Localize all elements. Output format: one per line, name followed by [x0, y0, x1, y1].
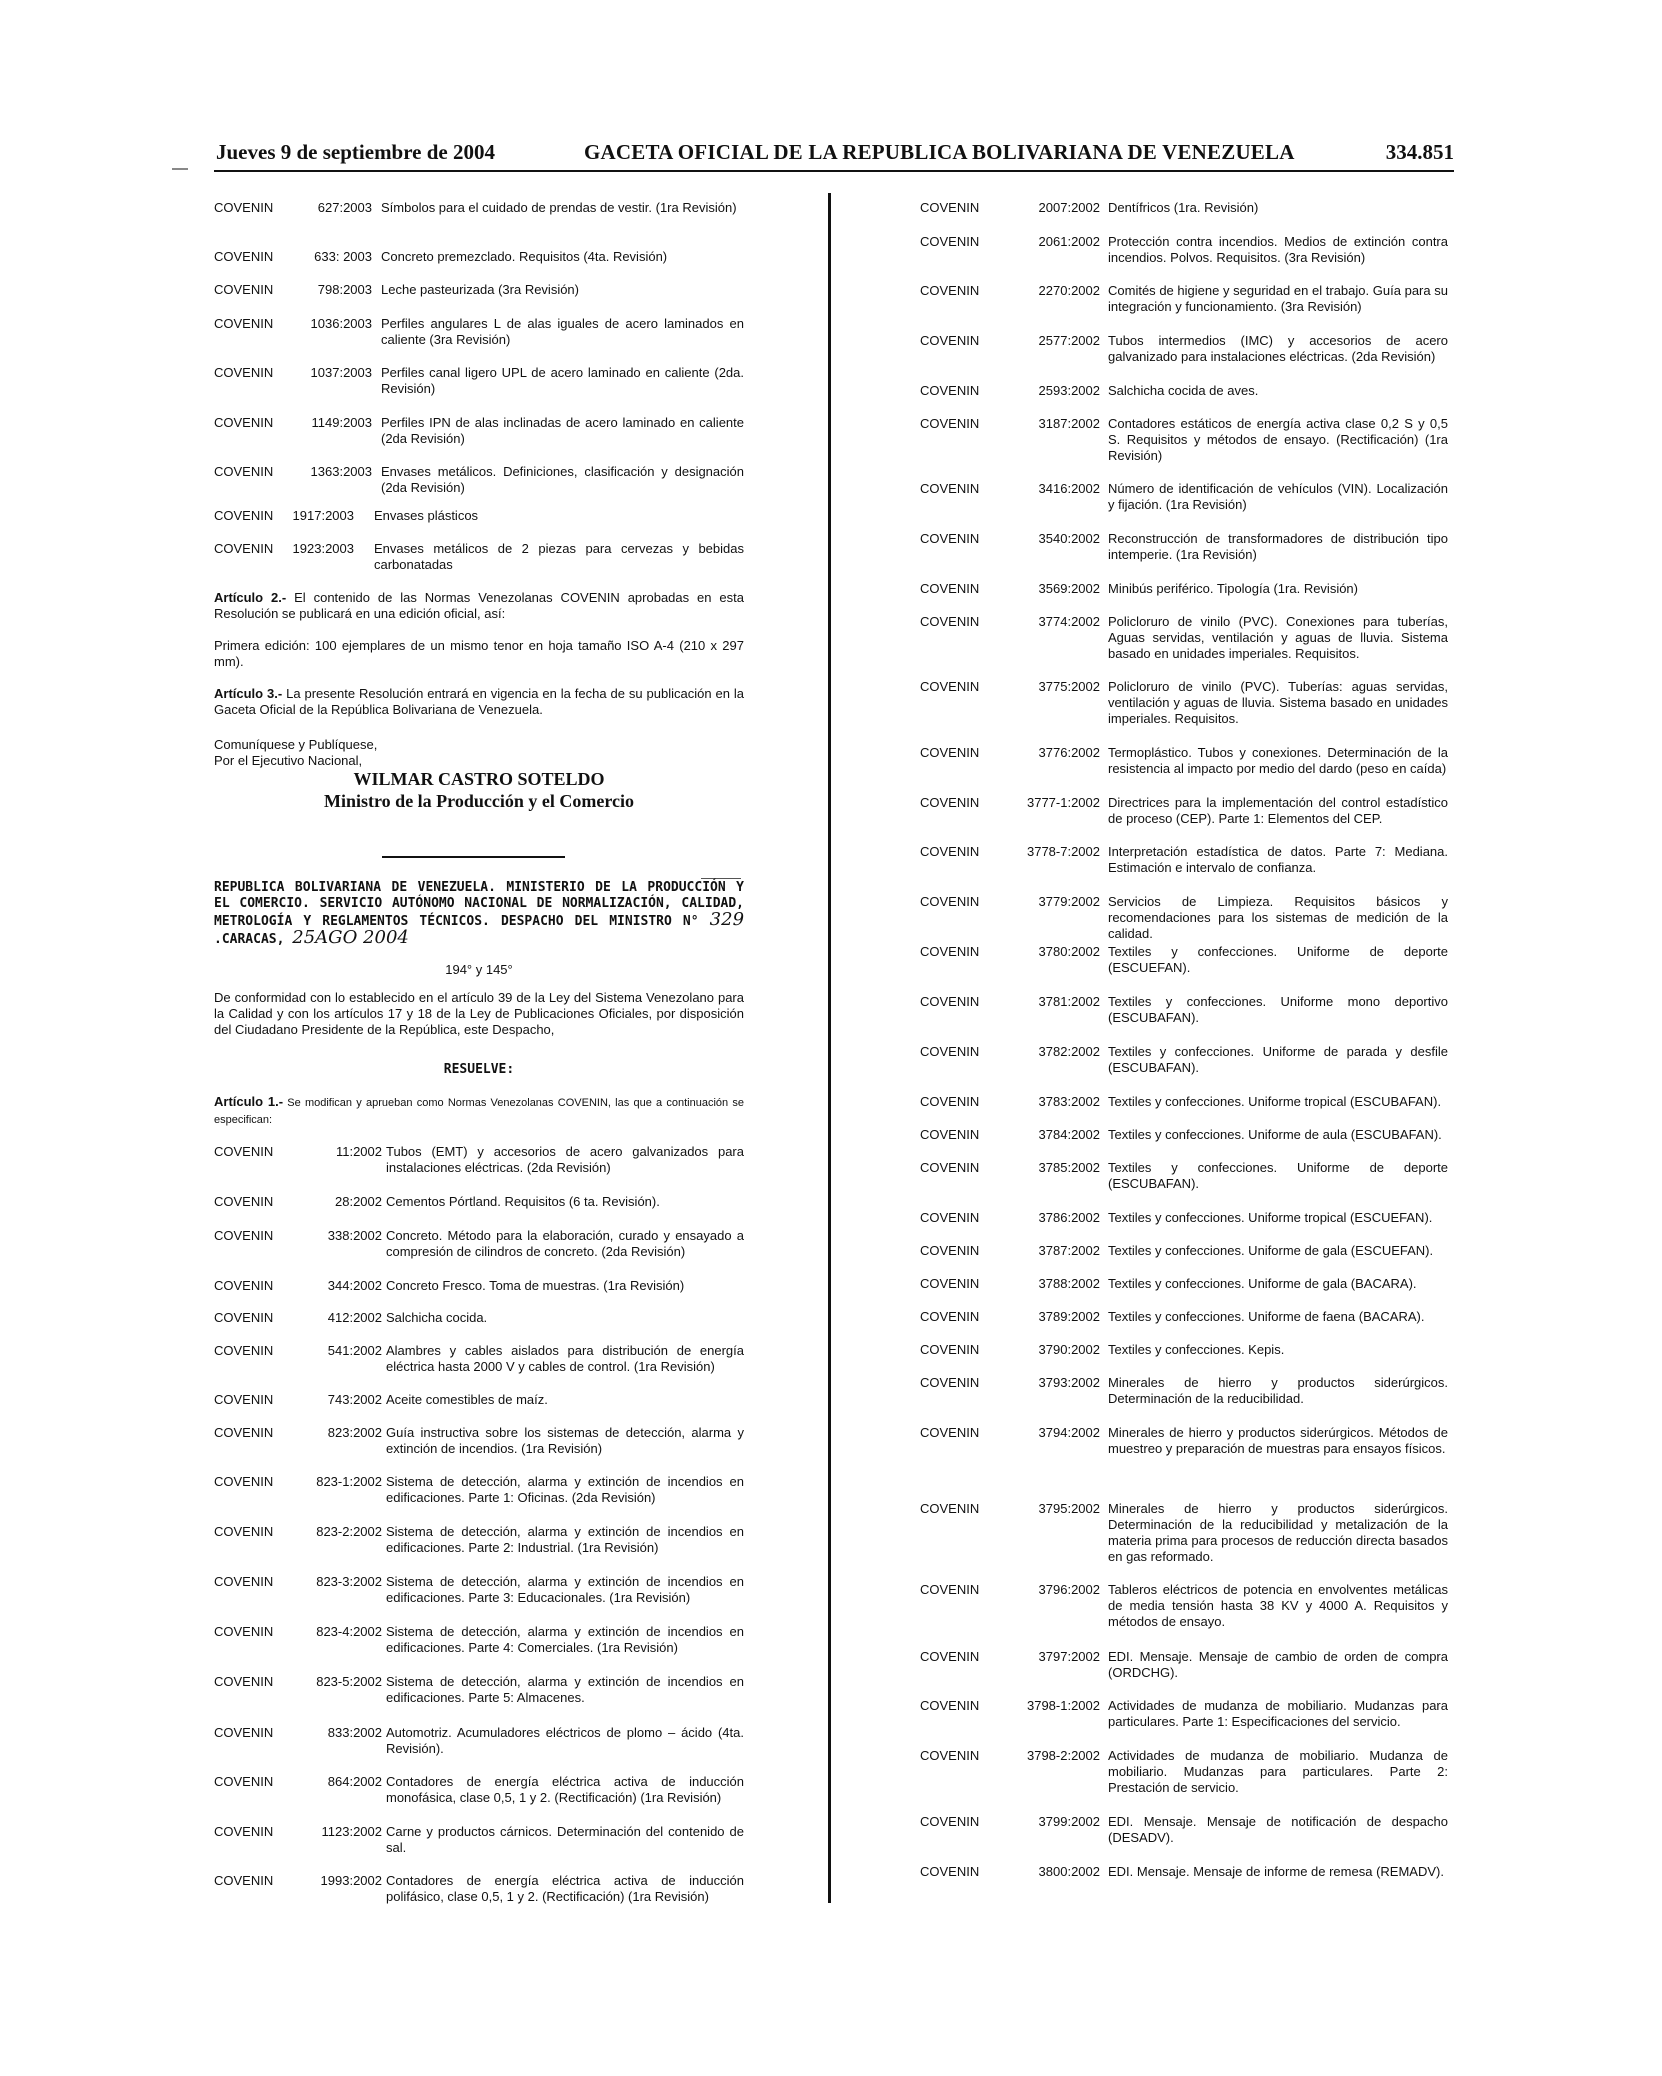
norm-code: 2061:2002 — [1038, 234, 1100, 249]
norm-org: COVENIN — [214, 1524, 274, 1539]
article-2 — [214, 590, 744, 622]
article-2-text: El contenido de las Normas Venezolanas COVENIN aprobadas en esta Resolución se publicará en una edición oficial, así: — [214, 590, 744, 621]
norm-org: COVENIN — [214, 541, 274, 556]
norm-title: Tubos (EMT) y accesorios de acero galvanizados para instalaciones eléctricas. (2da Revisión) — [386, 1144, 744, 1175]
norm-title: Guía instructiva sobre los sistemas de detección, alarma y extinción de incendios. (1ra Revisión) — [386, 1425, 744, 1456]
norm-org: COVENIN — [920, 1425, 980, 1440]
norm-title: Envases metálicos. Definiciones, clasificación y designación (2da Revisión) — [381, 464, 744, 495]
norm-code: 344:2002 — [327, 1278, 382, 1293]
ministro-prefix: MINISTRO N° — [609, 914, 699, 929]
norm-org: COVENIN — [920, 531, 980, 546]
norm-code: 3798-2:2002 — [1026, 1748, 1100, 1763]
header-title: GACETA OFICIAL DE LA REPUBLICA BOLIVARIANA DE VENEZUELA — [584, 140, 1295, 164]
norm-code: 3776:2002 — [1038, 745, 1100, 760]
norm-title: Contadores de energía eléctrica activa de inducción polifásico, clase 0,5, 1 y 2. (Rectificación) (1ra Revisión) — [386, 1873, 744, 1904]
norm-code: 2577:2002 — [1038, 333, 1100, 348]
norm-title: Sistema de detección, alarma y extinción de incendios en edificaciones. Parte 1: Oficinas. (2da Revisión) — [386, 1474, 744, 1505]
norm-org: COVENIN — [920, 1698, 980, 1713]
norm-title: Textiles y confecciones. Uniforme de faena (BACARA). — [1108, 1309, 1425, 1324]
norm-title: Perfiles angulares L de alas iguales de acero laminados en caliente (3ra Revisión) — [381, 316, 744, 347]
norm-org: COVENIN — [214, 1343, 274, 1358]
norm-code: 2270:2002 — [1038, 283, 1100, 298]
signature-name: WILMAR CASTRO SOTELDO — [353, 769, 605, 789]
norm-code: 1923:2003 — [292, 541, 354, 556]
norm-title: Policloruro de vinilo (PVC). Tuberías: aguas servidas, ventilación y aguas de lluvia. Sistema basado en unidades imperiales. Requisitos. — [1108, 679, 1448, 726]
norm-code: 338:2002 — [327, 1228, 382, 1243]
norm-title: Automotriz. Acumuladores eléctricos de plomo – ácido (4ta. Revisión). — [386, 1725, 744, 1756]
article-3 — [214, 686, 744, 718]
norm-code: 3783:2002 — [1038, 1094, 1100, 1109]
norm-org: COVENIN — [920, 1210, 980, 1225]
norm-title: EDI. Mensaje. Mensaje de cambio de orden de compra (ORDCHG). — [1108, 1649, 1448, 1680]
norm-org: COVENIN — [920, 200, 980, 215]
article-3-text: La presente Resolución entrará en vigencia en la fecha de su publicación en la Gaceta Oficial de la República Bolivariana de Venezuela. — [214, 686, 744, 717]
norm-org: COVENIN — [214, 1725, 274, 1740]
norm-org: COVENIN — [920, 894, 980, 909]
norm-title: Tableros eléctricos de potencia en envolventes metálicas de media tensión hasta 38 KV y 4000 A. Requisitos y métodos de ensayo. — [1108, 1582, 1448, 1629]
article-1-text: Se modifican y aprueban como Normas Venezolanas COVENIN, las que a continuación se especifican: — [214, 1097, 744, 1126]
norm-code: 3785:2002 — [1038, 1160, 1100, 1175]
norm-code: 3786:2002 — [1038, 1210, 1100, 1225]
norm-org: COVENIN — [920, 581, 980, 596]
separator-line — [382, 856, 565, 858]
norm-org: COVENIN — [214, 282, 274, 297]
norm-org: COVENIN — [920, 844, 980, 859]
norm-org: COVENIN — [920, 416, 980, 431]
norm-title: Interpretación estadística de datos. Parte 7: Mediana. Estimación e intervalo de confianza. — [1108, 844, 1448, 875]
norm-title: Perfiles canal ligero UPL de acero laminado en caliente (2da. Revisión) — [381, 365, 744, 396]
norm-code: 3788:2002 — [1038, 1276, 1100, 1291]
norm-code: 3797:2002 — [1038, 1649, 1100, 1664]
norm-code: 541:2002 — [327, 1343, 382, 1358]
norm-title: Alambres y cables aislados para distribución de energía eléctrica hasta 2000 V y cables de control. (1ra Revisión) — [386, 1343, 744, 1374]
norm-title: Directrices para la implementación del control estadístico de proceso (CEP). Parte 1: Elementos del CEP. — [1108, 795, 1448, 826]
norm-code: 3794:2002 — [1038, 1425, 1100, 1440]
norm-title: Símbolos para el cuidado de prendas de vestir. (1ra Revisión) — [381, 200, 737, 215]
norm-code: 823-1:2002 — [316, 1474, 382, 1489]
norm-title: Textiles y confecciones. Uniforme de parada y desfile (ESCUBAFAN). — [1108, 1044, 1448, 1075]
norm-code: 3540:2002 — [1038, 531, 1100, 546]
norm-org: COVENIN — [920, 1864, 980, 1879]
norm-code: 412:2002 — [327, 1310, 382, 1325]
norm-code: 3796:2002 — [1038, 1582, 1100, 1597]
page-header — [214, 136, 1454, 172]
norm-org: COVENIN — [214, 1824, 274, 1839]
norm-title: Minerales de hierro y productos siderúrgicos. Determinación de la reducibilidad. — [1108, 1375, 1448, 1406]
norm-code: 3780:2002 — [1038, 944, 1100, 959]
norm-org: COVENIN — [214, 415, 274, 430]
separator-tick — [701, 878, 741, 879]
norm-code: 1917:2003 — [292, 508, 354, 523]
norm-code: 3187:2002 — [1038, 416, 1100, 431]
norm-title: Envases metálicos de 2 piezas para cervezas y bebidas carbonatadas — [374, 541, 744, 572]
norm-title: Dentífricos (1ra. Revisión) — [1108, 200, 1259, 215]
norm-title: Minerales de hierro y productos siderúrgicos. Métodos de muestreo y preparación de muestras para ensayos físicos. — [1108, 1425, 1448, 1456]
norm-org: COVENIN — [920, 1044, 980, 1059]
norm-org: COVENIN — [920, 481, 980, 496]
resolution-number: 329 — [709, 909, 745, 930]
norm-code: 3569:2002 — [1038, 581, 1100, 596]
norm-title: Concreto premezclado. Requisitos (4ta. Revisión) — [381, 249, 668, 264]
norm-org: COVENIN — [920, 1649, 980, 1664]
article-3-label: Artículo 3.- — [214, 686, 283, 701]
years: 194° y 145° — [445, 962, 513, 977]
article-1 — [214, 1094, 744, 1128]
norm-title: Termoplástico. Tubos y conexiones. Determinación de la resistencia al impacto por medio del dardo (peso en caída) — [1108, 745, 1448, 776]
norm-title: Concreto. Método para la elaboración, curado y ensayado a compresión de cilindros de concreto. (2da Revisión) — [386, 1228, 744, 1259]
norm-code: 3777-1:2002 — [1026, 795, 1100, 810]
norm-code: 833:2002 — [327, 1725, 382, 1740]
norm-title: Sistema de detección, alarma y extinción de incendios en edificaciones. Parte 2: Industrial. (1ra Revisión) — [386, 1524, 744, 1555]
norm-code: 864:2002 — [327, 1774, 382, 1789]
norm-code: 28:2002 — [335, 1194, 382, 1209]
norm-code: 823-4:2002 — [316, 1624, 382, 1639]
norm-org: COVENIN — [214, 1144, 274, 1159]
norm-code: 743:2002 — [327, 1392, 382, 1407]
norm-org: COVENIN — [214, 1774, 274, 1789]
norm-org: COVENIN — [920, 1309, 980, 1324]
norm-code: 3787:2002 — [1038, 1243, 1100, 1258]
norm-title: Policloruro de vinilo (PVC). Conexiones para tuberías, Aguas servidas, ventilación y aguas de lluvia. Sistema basado en unidades imperiales. Requisitos. — [1108, 614, 1448, 661]
preamble: De conformidad con lo establecido en el artículo 39 de la Ley del Sistema Venezolano para la Calidad y con los artículos 17 y 18 de la Ley de Publicaciones Oficiales, por disposición del Ciudadano Presidente de la República, este Despacho, — [214, 990, 744, 1037]
norm-code: 3774:2002 — [1038, 614, 1100, 629]
norm-org: COVENIN — [214, 1278, 274, 1293]
norm-org: COVENIN — [920, 614, 980, 629]
norm-title: Aceite comestibles de maíz. — [386, 1392, 548, 1407]
norm-title: Salchicha cocida. — [386, 1310, 488, 1325]
norm-code: 1149:2003 — [311, 415, 372, 430]
norm-title: Minerales de hierro y productos siderúrgicos. Determinación de la reducibilidad y metalización de la materia prima para procesos de reducción directa basados en gas reformado. — [1108, 1501, 1448, 1564]
norm-title: EDI. Mensaje. Mensaje de informe de remesa (REMADV). — [1108, 1864, 1444, 1879]
norm-org: COVENIN — [214, 508, 274, 523]
header-page-number: 334.851 — [1385, 140, 1454, 164]
norm-code: 823-5:2002 — [316, 1674, 382, 1689]
norm-org: COVENIN — [920, 1276, 980, 1291]
norm-org: COVENIN — [920, 745, 980, 760]
resuelve-heading: RESUELVE: — [443, 1062, 515, 1077]
article-1-label: Artículo 1.- — [214, 1094, 284, 1109]
norm-title: Textiles y confecciones. Uniforme mono deportivo (ESCUBAFAN). — [1108, 994, 1448, 1025]
norm-org: COVENIN — [214, 1228, 274, 1243]
norm-org: COVENIN — [920, 1501, 980, 1516]
norm-code: 2007:2002 — [1038, 200, 1100, 215]
norm-code: 3793:2002 — [1038, 1375, 1100, 1390]
resolution-header-text: REPUBLICA BOLIVARIANA DE VENEZUELA. MINISTERIO DE LA PRODUCCIÓN Y EL COMERCIO. SERVICIO AUTÓNOMO NACIONAL DE NORMALIZACIÓN, CALIDAD, METROLOGÍA Y REGLAMENTOS TÉCNICOS. DESPACHO DEL — [214, 880, 744, 929]
norm-org: COVENIN — [920, 944, 980, 959]
norm-code: 2593:2002 — [1038, 383, 1100, 398]
norm-code: 3795:2002 — [1038, 1501, 1100, 1516]
norm-title: Perfiles IPN de alas inclinadas de acero laminado en caliente (2da Revisión) — [381, 415, 744, 446]
norm-code: 3781:2002 — [1038, 994, 1100, 1009]
first-edition: Primera edición: 100 ejemplares de un mismo tenor en hoja tamaño ISO A-4 (210 x 297 mm). — [214, 638, 744, 669]
norm-code: 627:2003 — [317, 200, 372, 215]
resolution-header — [214, 880, 744, 948]
header-date: Jueves 9 de septiembre de 2004 — [216, 140, 495, 164]
norm-org: COVENIN — [214, 365, 274, 380]
norm-code: 3784:2002 — [1038, 1127, 1100, 1142]
norm-title: Textiles y confecciones. Uniforme tropical (ESCUEFAN). — [1108, 1210, 1433, 1225]
resolution-date-stamp: 25AGO 2004 — [292, 927, 409, 948]
norm-code: 1993:2002 — [320, 1873, 382, 1888]
norm-title: EDI. Mensaje. Mensaje de notificación de despacho (DESADV). — [1108, 1814, 1448, 1845]
norm-org: COVENIN — [920, 1582, 980, 1597]
norm-title: Textiles y confecciones. Uniforme de aula (ESCUBAFAN). — [1108, 1127, 1442, 1142]
norm-title: Sistema de detección, alarma y extinción de incendios en edificaciones. Parte 4: Comerciales. (1ra Revisión) — [386, 1624, 744, 1655]
norm-code: 1123:2002 — [321, 1824, 382, 1839]
norm-org: COVENIN — [920, 1160, 980, 1175]
norm-code: 3800:2002 — [1038, 1864, 1100, 1879]
norm-org: COVENIN — [920, 1748, 980, 1763]
norm-title: Número de identificación de vehículos (VIN). Localización y fijación. (1ra Revisión) — [1108, 481, 1448, 512]
norm-code: 3798-1:2002 — [1026, 1698, 1100, 1713]
ejecutivo: Por el Ejecutivo Nacional, — [214, 753, 363, 768]
norm-title: Leche pasteurizada (3ra Revisión) — [381, 282, 579, 297]
norm-org: COVENIN — [920, 283, 980, 298]
norm-org: COVENIN — [920, 994, 980, 1009]
norm-title: Minibús periférico. Tipología (1ra. Revisión) — [1108, 581, 1358, 596]
scan-mark — [172, 168, 188, 170]
norm-title: Contadores estáticos de energía activa clase 0,2 S y 0,5 S. Requisitos y métodos de ensayo. (Rectificación) (1ra Revisión) — [1108, 416, 1448, 463]
norm-org: COVENIN — [214, 1624, 274, 1639]
norm-org: COVENIN — [214, 1392, 274, 1407]
norm-org: COVENIN — [920, 333, 980, 348]
signature-role: Ministro de la Producción y el Comercio — [324, 791, 634, 811]
norm-org: COVENIN — [920, 383, 980, 398]
norm-title: Textiles y confecciones. Uniforme de gala (ESCUEFAN). — [1108, 1243, 1434, 1258]
norm-title: Servicios de Limpieza. Requisitos básicos y recomendaciones para los sistemas de medición de la calidad. — [1108, 894, 1448, 941]
norm-org: COVENIN — [214, 1873, 274, 1888]
norm-org: COVENIN — [214, 1310, 274, 1325]
norm-title: Actividades de mudanza de mobiliario. Mudanzas para particulares. Parte 1: Especificaciones del servicio. — [1108, 1698, 1448, 1729]
norm-org: COVENIN — [920, 1342, 980, 1357]
norm-code: 3416:2002 — [1038, 481, 1100, 496]
article-2-label: Artículo 2.- — [214, 590, 287, 605]
norm-code: 3782:2002 — [1038, 1044, 1100, 1059]
norm-title: Sistema de detección, alarma y extinción de incendios en edificaciones. Parte 5: Almacenes. — [386, 1674, 744, 1705]
comuniquese: Comuníquese y Publíquese, — [214, 737, 378, 752]
norm-org: COVENIN — [920, 1243, 980, 1258]
norm-title: Cementos Pórtland. Requisitos (6 ta. Revisión). — [386, 1194, 660, 1209]
norm-title: Textiles y confecciones. Uniforme de deporte (ESCUEFAN). — [1108, 944, 1448, 975]
norm-title: Sistema de detección, alarma y extinción de incendios en edificaciones. Parte 3: Educacionales. (1ra Revisión) — [386, 1574, 744, 1605]
norm-code: 3789:2002 — [1038, 1309, 1100, 1324]
norm-title: Comités de higiene y seguridad en el trabajo. Guía para su integración y funcionamiento. (3ra Revisión) — [1108, 283, 1448, 314]
norm-title: Concreto Fresco. Toma de muestras. (1ra Revisión) — [386, 1278, 685, 1293]
norm-org: COVENIN — [920, 234, 980, 249]
norm-title: Salchicha cocida de aves. — [1108, 383, 1259, 398]
norm-org: COVENIN — [920, 1094, 980, 1109]
norm-code: 823:2002 — [327, 1425, 382, 1440]
caracas-label: .CARACAS, — [214, 932, 285, 947]
norm-org: COVENIN — [214, 249, 274, 264]
norm-title: Textiles y confecciones. Kepis. — [1108, 1342, 1285, 1357]
norm-code: 3799:2002 — [1038, 1814, 1100, 1829]
norm-org: COVENIN — [920, 679, 980, 694]
norm-title: Textiles y confecciones. Uniforme de gala (BACARA). — [1108, 1276, 1417, 1291]
norm-org: COVENIN — [920, 1127, 980, 1142]
norm-code: 3778-7:2002 — [1026, 844, 1100, 859]
norm-org: COVENIN — [920, 1814, 980, 1829]
norm-title: Contadores de energía eléctrica activa de inducción monofásica, clase 0,5, 1 y 2. (Rectificación) (1ra Revisión) — [386, 1774, 744, 1805]
norm-org: COVENIN — [214, 464, 274, 479]
norm-org: COVENIN — [214, 1425, 274, 1440]
norm-code: 798:2003 — [317, 282, 372, 297]
norm-title: Textiles y confecciones. Uniforme tropical (ESCUBAFAN). — [1108, 1094, 1442, 1109]
norm-code: 633: 2003 — [314, 249, 372, 264]
norm-code: 3775:2002 — [1038, 679, 1100, 694]
norm-title: Actividades de mudanza de mobiliario. Mudanza de mobiliario. Mudanzas para particulares. Parte 2: Prestación de servicio. — [1108, 1748, 1448, 1795]
norm-org: COVENIN — [214, 1674, 274, 1689]
norm-code: 823-2:2002 — [316, 1524, 382, 1539]
norm-org: COVENIN — [214, 1194, 274, 1209]
norm-title: Tubos intermedios (IMC) y accesorios de acero galvanizado para instalaciones eléctricas. (2da Revisión) — [1108, 333, 1448, 364]
norm-code: 823-3:2002 — [316, 1574, 382, 1589]
norm-code: 1037:2003 — [310, 365, 372, 380]
norm-code: 3779:2002 — [1038, 894, 1100, 909]
norm-code: 3790:2002 — [1038, 1342, 1100, 1357]
norm-code: 1036:2003 — [310, 316, 372, 331]
norm-title: Reconstrucción de transformadores de distribución tipo intemperie. (1ra Revisión) — [1108, 531, 1448, 562]
norm-title: Carne y productos cárnicos. Determinación del contenido de sal. — [386, 1824, 744, 1855]
norm-org: COVENIN — [920, 795, 980, 810]
norm-org: COVENIN — [214, 316, 274, 331]
norm-org: COVENIN — [214, 1574, 274, 1589]
norm-org: COVENIN — [214, 1474, 274, 1489]
norm-title: Textiles y confecciones. Uniforme de deporte (ESCUBAFAN). — [1108, 1160, 1448, 1191]
norm-title: Protección contra incendios. Medios de extinción contra incendios. Polvos. Requisitos. (3ra Revisión) — [1108, 234, 1448, 265]
norm-org: COVENIN — [214, 200, 274, 215]
norm-title: Envases plásticos — [374, 508, 479, 523]
norm-code: 1363:2003 — [310, 464, 372, 479]
column-divider — [828, 193, 831, 1903]
norm-org: COVENIN — [920, 1375, 980, 1390]
norm-code: 11:2002 — [335, 1144, 382, 1159]
